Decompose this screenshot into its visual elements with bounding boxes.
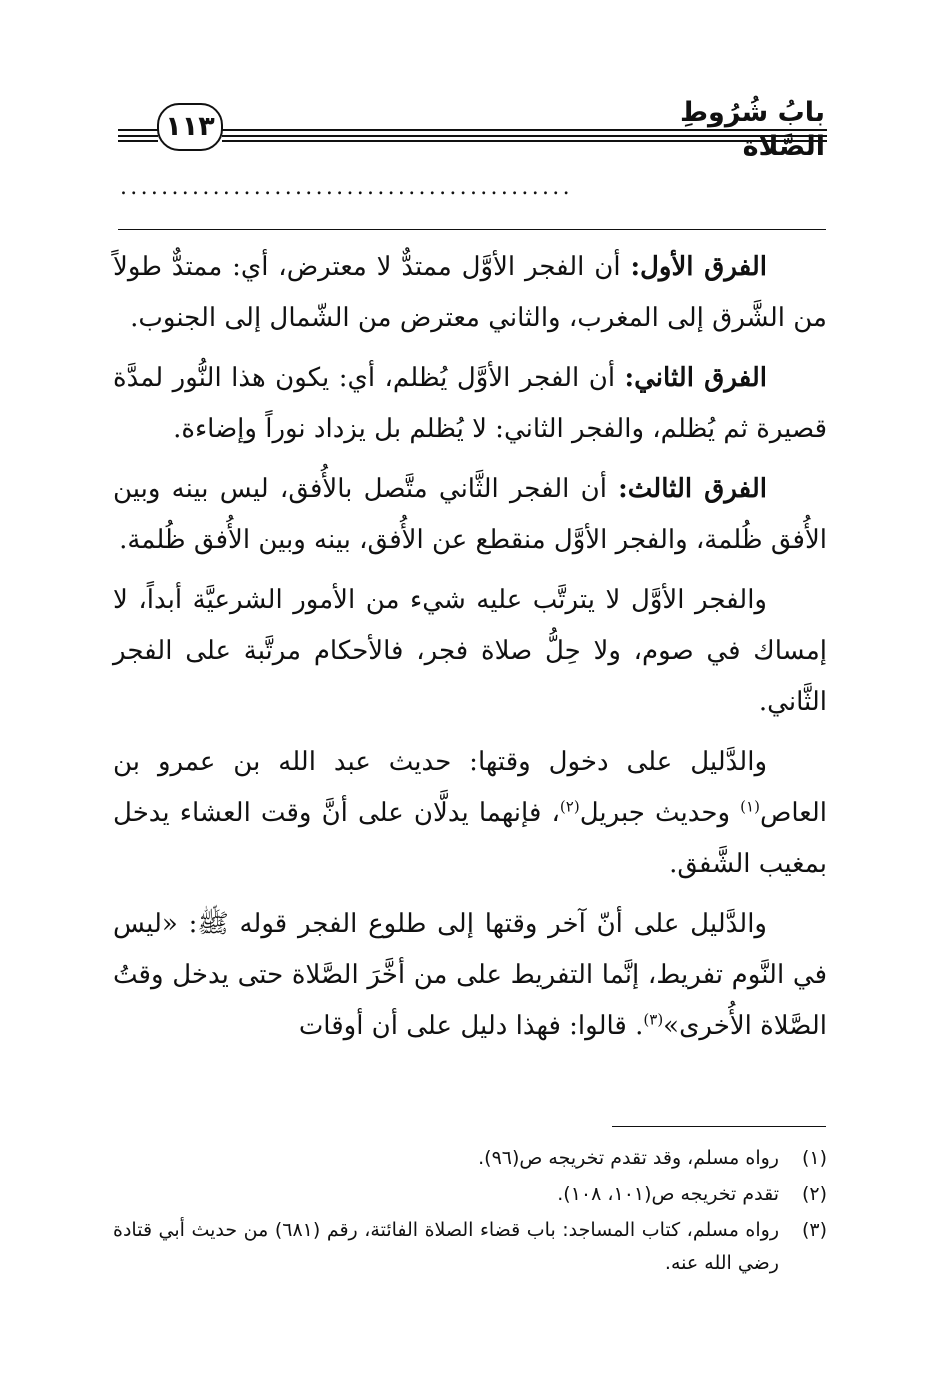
footnote-number: (٢) — [801, 1183, 827, 1205]
paragraph-text: أن الفجر الأوَّل ممتدٌّ لا معترض، أي: ممتدٌّ طولاً من الشَّرق إلى المغرب، والثاني معترض من الشّمال إلى الجنوب. — [113, 252, 827, 333]
paragraph-first-dawn-ruling — [113, 575, 827, 728]
paragraph-isha-end-evidence — [113, 899, 827, 1052]
paragraph-text: وحديث جبريل — [579, 798, 741, 828]
footnote-item — [113, 1214, 827, 1280]
footnote-rule — [612, 1126, 826, 1127]
footnote-text: رواه مسلم، كتاب المساجد: باب قضاء الصلاة الفائتة، رقم (٦٨١) من حديث أبي قتادة رضي الله عنه. — [113, 1219, 779, 1274]
paragraph-text: والدَّليل على دخول وقتها: حديث عبد الله بن عمرو بن العاص — [113, 747, 827, 828]
page-number: ١١٣ — [165, 111, 215, 142]
paragraph-text: والدَّليل على أنّ آخر وقتها إلى طلوع الفجر قوله ﷺ: «ليس في النَّوم تفريط، إنَّما التفريط على من أخَّرَ الصَّلاة حتى يدخل وقتُ الصَّلاة الأُخرى» — [113, 909, 827, 1041]
paragraph-first-difference — [113, 242, 827, 344]
header-rule — [222, 129, 827, 131]
footnote-reference[interactable]: (٣) — [643, 1010, 664, 1029]
main-text — [113, 242, 827, 1061]
paragraph-text: . قالوا: فهذا دليل على أن أوقات — [298, 1011, 644, 1041]
chapter-title: بابُ شُرُوطِ الصَّلاة — [680, 97, 825, 162]
paragraph-lead: الفرق الأول: — [630, 252, 767, 282]
paragraph-second-difference — [113, 353, 827, 455]
paragraph-third-difference — [113, 464, 827, 566]
paragraph-text: أن الفجر الثَّاني متَّصل بالأُفق، ليس بينه وبين الأُفق ظُلمة، والفجر الأوَّل منقطع عن الأُفق، بينه وبين الأُفق ظُلمة. — [113, 474, 827, 555]
page-number-frame — [157, 103, 223, 151]
footnote-reference[interactable]: (٢) — [559, 797, 580, 816]
footnote-text: رواه مسلم، وقد تقدم تخريجه ص(٩٦). — [478, 1147, 779, 1169]
footnote-item — [113, 1178, 827, 1211]
text-top-rule — [118, 229, 826, 230]
header-rule — [222, 135, 827, 137]
paragraph-text: ، فإنهما يدلَّان على أنَّ وقت العشاء يدخل بمغيب الشَّفق. — [113, 798, 827, 879]
paragraph-text: والفجر الأوَّل لا يترتَّب عليه شيء من الأمور الشرعيَّة أبداً، لا إمساك في صوم، ولا حِلُّ صلاة فجر، فالأحكام مرتَّبة على الفجر الثَّاني. — [113, 585, 827, 717]
paragraph-text: أن الفجر الأوَّل يُظلم، أي: يكون هذا النُّور لمدَّة قصيرة ثم يُظلم، والفجر الثاني: لا يُظلم بل يزداد نوراً وإضاءة. — [113, 363, 827, 444]
footnote-number: (١) — [801, 1147, 827, 1169]
header-rule — [118, 129, 158, 131]
footnote-item — [113, 1142, 827, 1175]
paragraph-lead: الفرق الثالث: — [618, 474, 767, 504]
footnote-number: (٣) — [801, 1219, 827, 1241]
footnotes — [113, 1142, 827, 1283]
paragraph-lead: الفرق الثاني: — [624, 363, 767, 393]
paragraph-isha-start-evidence — [113, 737, 827, 890]
header-rule — [222, 140, 827, 142]
header-rule — [118, 140, 158, 142]
dotted-separator: ............................................ — [120, 175, 573, 200]
footnote-text: تقدم تخريجه ص(١٠١، ١٠٨). — [557, 1183, 779, 1205]
header-rule — [118, 135, 158, 137]
footnote-reference[interactable]: (١) — [740, 797, 760, 816]
